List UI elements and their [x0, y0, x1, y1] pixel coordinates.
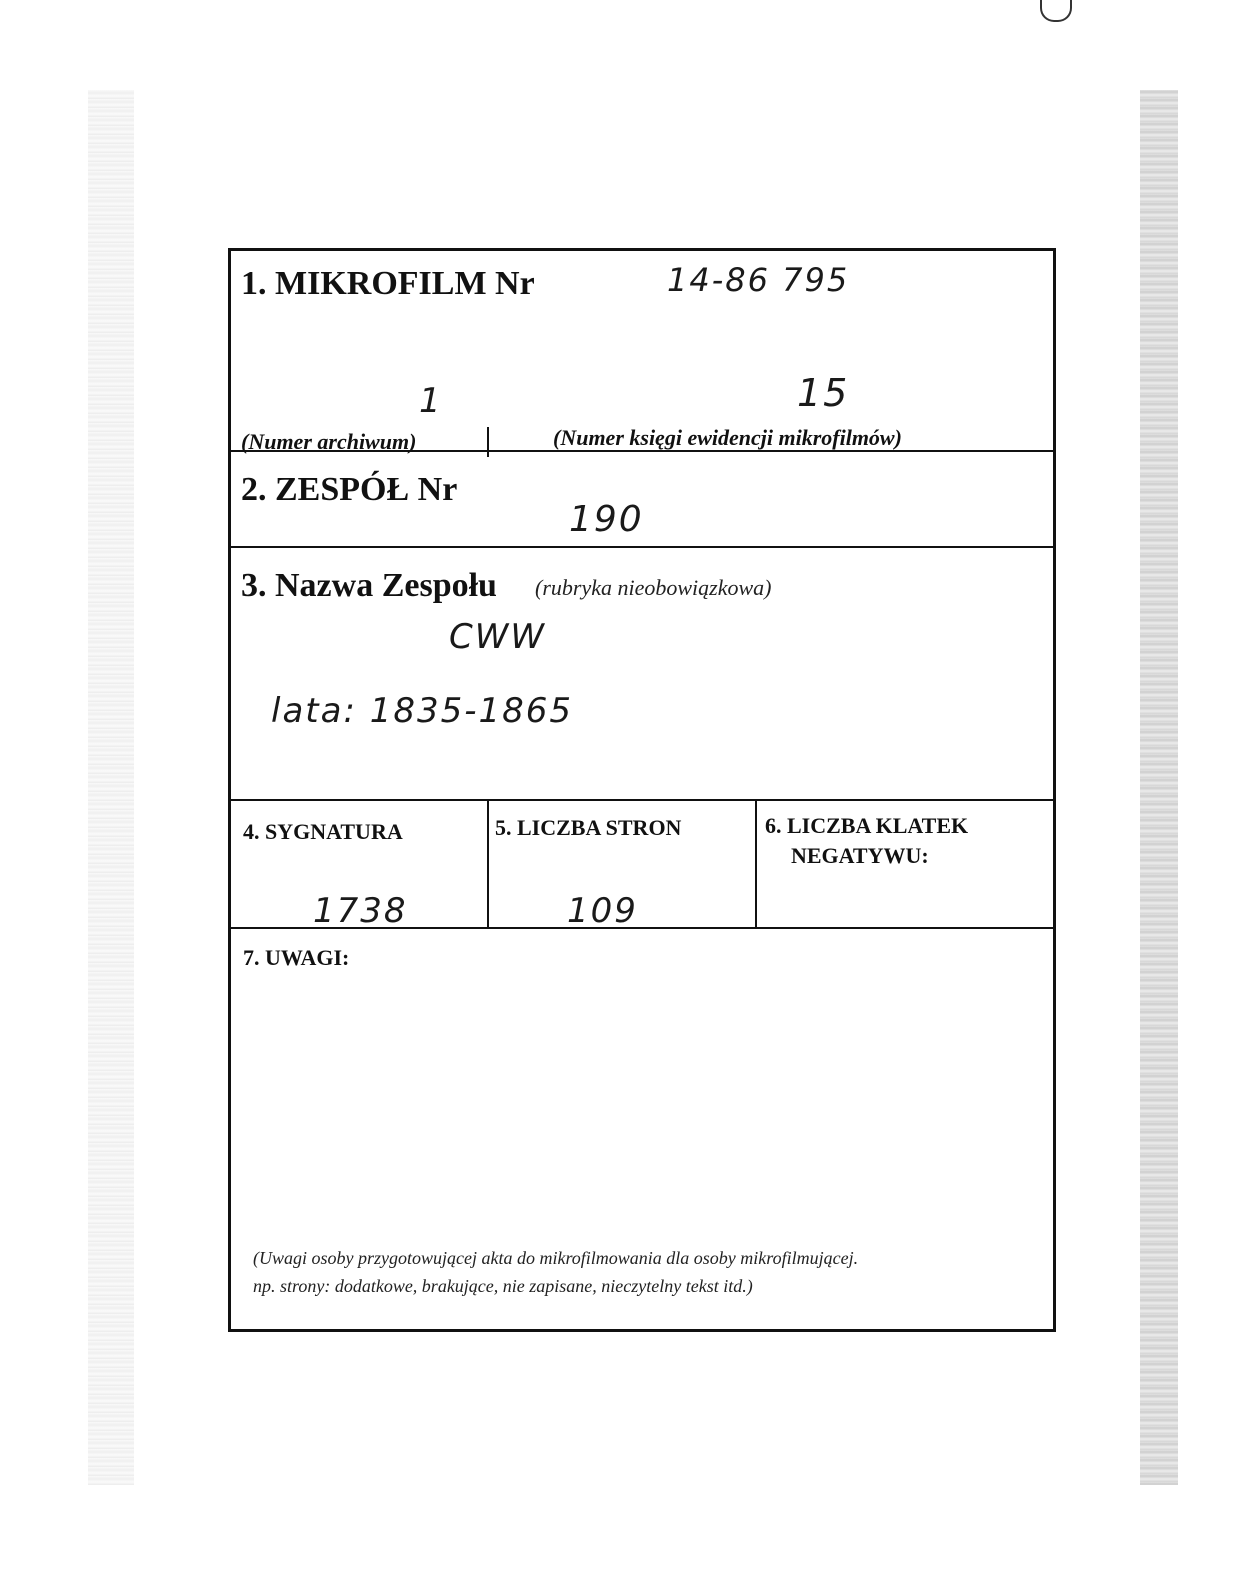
- section3-years: lata: 1835-1865: [271, 691, 574, 731]
- microfilm-form: [228, 248, 1056, 1332]
- section4-signature: 1738: [313, 891, 408, 931]
- divider-3-4: [231, 799, 1053, 801]
- section6-label-line2: NEGATYWU:: [791, 843, 929, 868]
- section7-footnote-line2: np. strony: dodatkowe, brakujące, nie zapisane, nieczytelny tekst itd.): [253, 1276, 753, 1296]
- section4-label: 4. SYGNATURA: [243, 819, 403, 844]
- scan-edge-right: [1140, 90, 1178, 1485]
- scan-edge-left: [88, 90, 134, 1485]
- section1-register-caption: (Numer księgi ewidencji mikrofilmów): [553, 425, 902, 450]
- section7-label: 7. UWAGI:: [243, 945, 350, 970]
- section1-archive-number: 1: [419, 381, 443, 421]
- divider-4-7: [231, 927, 1053, 929]
- section7-footnote-line1: (Uwagi osoby przygotowującej akta do mikrofilmowania dla osoby mikrofilmującej.: [253, 1248, 859, 1268]
- section1-register-number: 15: [797, 371, 850, 415]
- section5-page-count: 109: [567, 891, 638, 931]
- divider-5-6: [755, 799, 757, 929]
- section3-fond-name: CWW: [449, 617, 546, 657]
- section1-microfilm-number: 14-86 795: [667, 261, 850, 299]
- divider-1-2: [231, 450, 1053, 452]
- section5-label: 5. LICZBA STRON: [495, 815, 682, 840]
- corner-mark: [1040, 0, 1072, 22]
- section2-label: 2. ZESPÓŁ Nr: [241, 471, 458, 508]
- section2-fond-number: 190: [569, 499, 644, 540]
- section1-archive-caption: (Numer archiwum): [241, 429, 417, 454]
- divider-4-5: [487, 799, 489, 929]
- section6-label-line1: 6. LICZBA KLATEK: [765, 813, 969, 838]
- divider-2-3: [231, 546, 1053, 548]
- section1-caption-divider: [487, 427, 489, 457]
- section1-label: 1. MIKROFILM Nr: [241, 265, 535, 302]
- section3-optional-note: (rubryka nieobowiązkowa): [535, 575, 772, 600]
- section3-label: 3. Nazwa Zespołu: [241, 567, 497, 604]
